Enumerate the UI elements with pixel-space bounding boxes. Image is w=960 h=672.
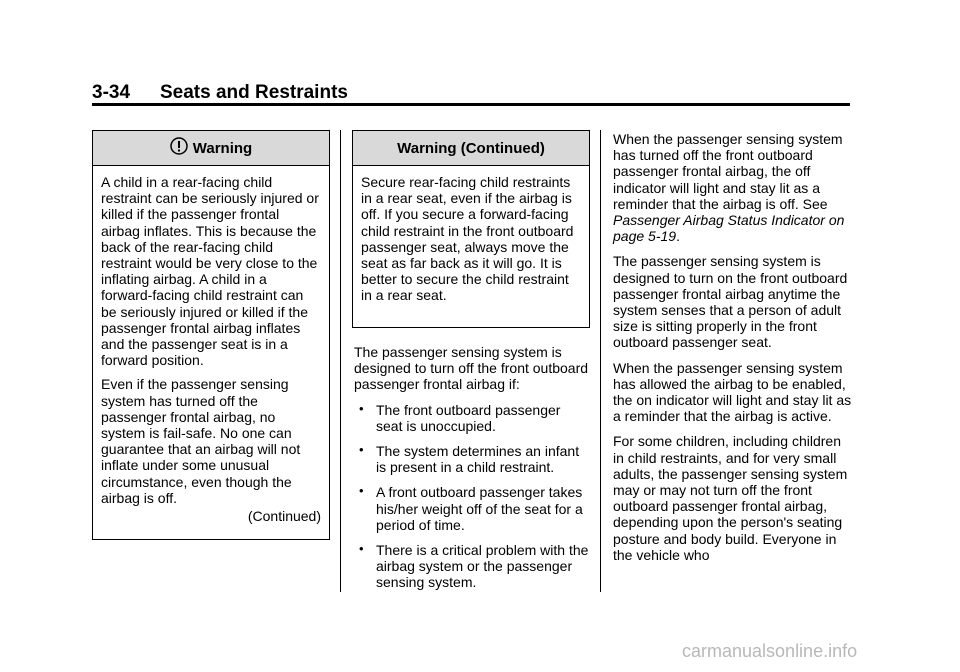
cross-reference-link[interactable]: Passenger Airbag Status Indicator on page 5-19 xyxy=(613,212,845,245)
warning-continued-body xyxy=(353,166,589,310)
continued-label: (Continued) xyxy=(247,508,321,525)
column-divider-1 xyxy=(340,130,341,592)
off-indicator-paragraph: When the passenger sensing system has turned off the front outboard passenger frontal airbag, the off indicator will light and stay lit as a reminder that the airbag is off. See Passenger Airbag Status Indicator on page 5-19. xyxy=(613,131,845,245)
warning-continued-paragraph: Secure rear-facing child restraints in a rear seat, even if the airbag is off. If you secure a forward-facing child restraint in the front outboard passenger seat, always move the seat as far back as it will go. It is better to secure the child restraint in a rear seat. xyxy=(361,174,574,304)
warning-box-body xyxy=(93,166,329,530)
warning-icon xyxy=(170,137,188,159)
page-header xyxy=(92,82,348,104)
header-rule xyxy=(92,103,850,106)
warning-continued-box xyxy=(352,130,590,328)
sensing-intro: The passenger sensing system is designed to turn off the front outboard passenger frontal airbag if: xyxy=(354,344,589,393)
list-item: • The front outboard passenger seat is unoccupied. xyxy=(354,402,590,434)
warning-paragraph-2: Even if the passenger sensing system has turned off the passenger frontal airbag, no system is fail-safe. No one can guarantee that an airbag will not inflate under some unusual circumstance, even though the airbag is off. xyxy=(101,376,301,506)
right-column-text xyxy=(613,131,853,572)
adult-size-paragraph: The passenger sensing system is designed to turn on the front outboard passenger frontal airbag anytime the system senses that a person of adult size is sitting properly in the front outboard passenger seat. xyxy=(613,253,848,351)
watermark: carmanualsonline.info xyxy=(682,641,858,661)
list-item: • A front outboard passenger takes his/her weight off of the seat for a period of time. xyxy=(354,484,590,533)
sensing-conditions-list xyxy=(354,402,590,591)
warning-continued-header: Warning (Continued) xyxy=(353,131,589,166)
list-item: • There is a critical problem with the airbag system or the passenger sensing system. xyxy=(354,542,590,591)
on-indicator-paragraph: When the passenger sensing system has allowed the airbag to be enabled, the on indicator will light and stay lit as a reminder that the airbag is active. xyxy=(613,359,852,425)
warning-title: Warning xyxy=(192,139,253,157)
page-number: 3-34 xyxy=(92,82,131,103)
column-divider-2 xyxy=(600,130,601,592)
list-item: • The system determines an infant is present in a child restraint. xyxy=(354,443,590,475)
warning-paragraph-1: A child in a rear-facing child restraint can be seriously injured or killed if the passenger frontal airbag inflates. This is because the back of the rear-facing child restraint would be very close to the inflating airbag. A child in a forward-facing child restraint can be seriously injured or killed if the passenger frontal airbag inflates and the passenger seat is in a forward position. xyxy=(101,174,319,369)
children-paragraph: For some children, including children in child restraints, and for very small adults, the passenger sensing system may or may not turn off the front outboard passenger frontal airbag, depending upon the person's seating posture and body build. Everyone in the vehicle who xyxy=(613,433,848,563)
warning-box-header xyxy=(93,131,329,166)
warning-box xyxy=(92,130,330,540)
section-title: Seats and Restraints xyxy=(160,82,348,103)
middle-column-text xyxy=(354,344,590,600)
